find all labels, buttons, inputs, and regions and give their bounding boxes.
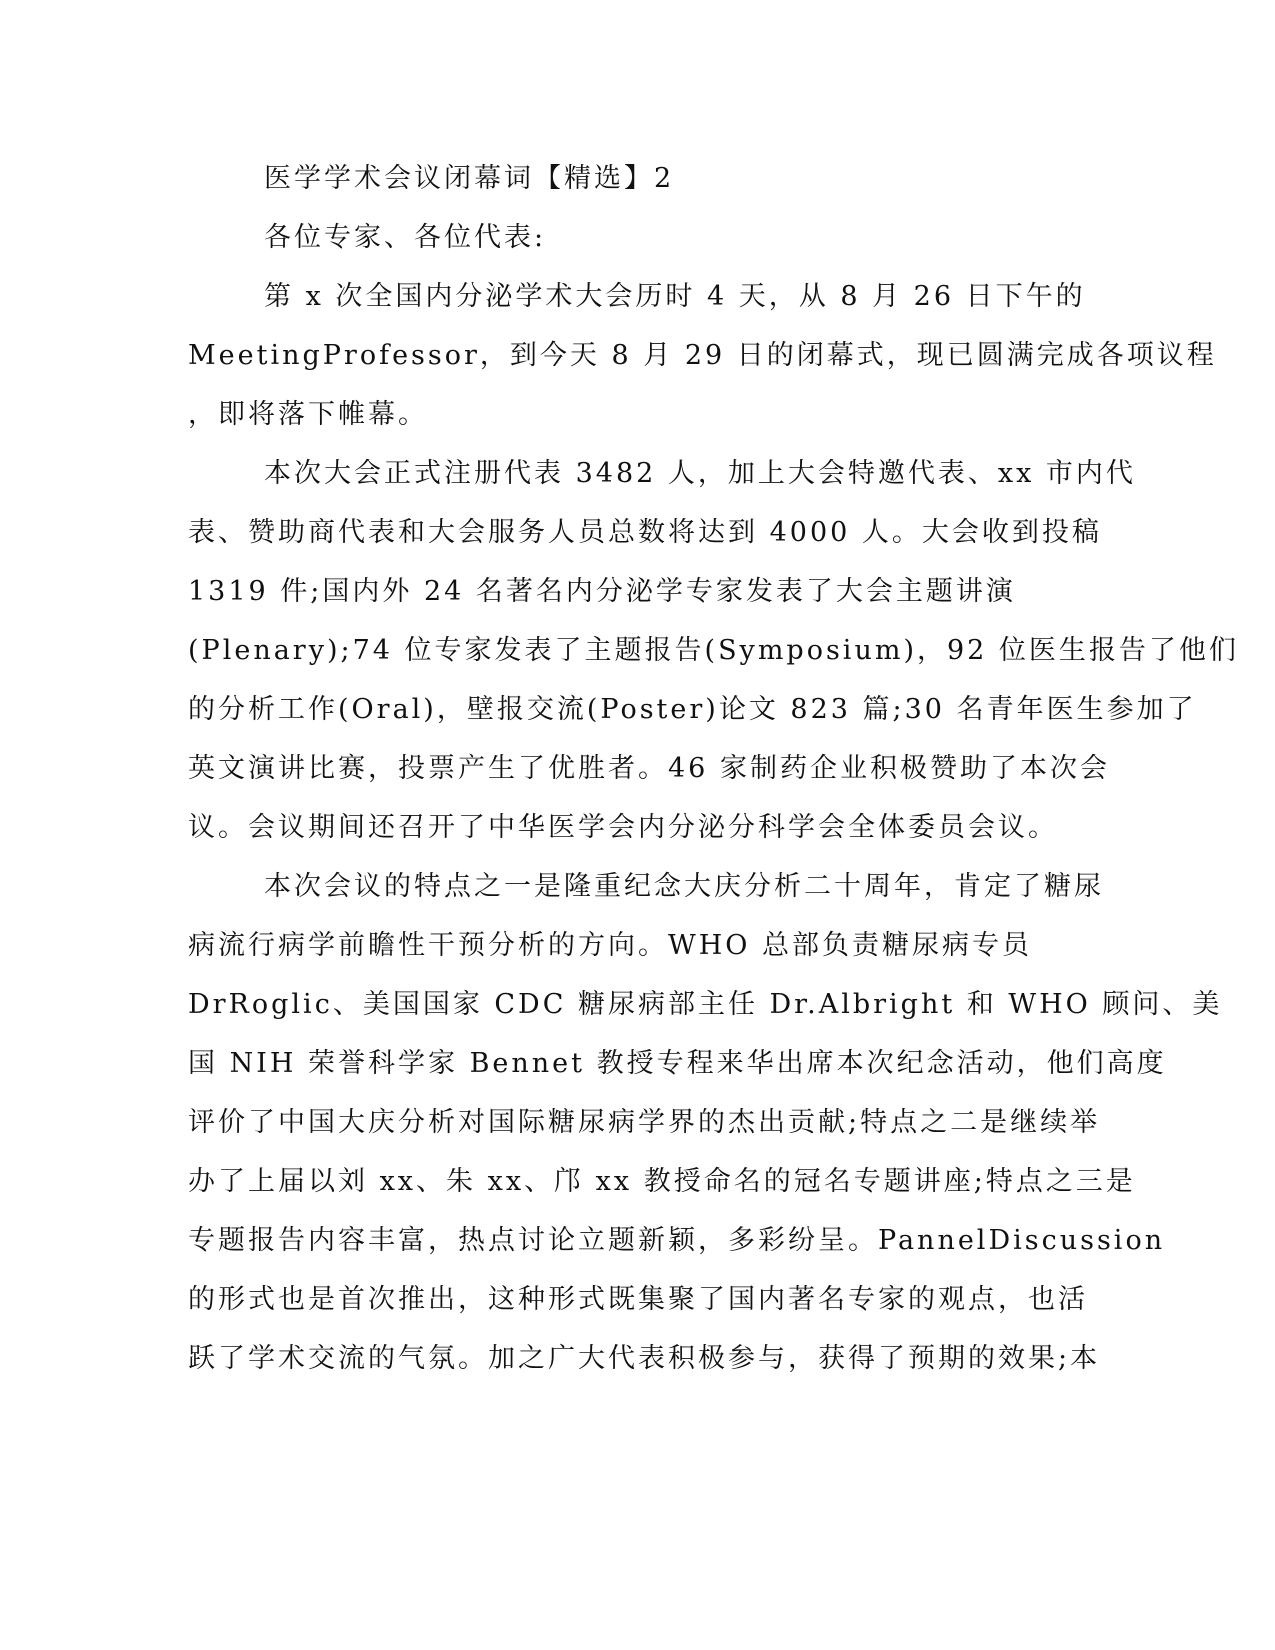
paragraph-line: DrRoglic、美国国家 CDC 糖尿病部主任 Dr.Albright 和 WHO 顾问、美: [188, 989, 1223, 1020]
paragraph-line: 1319 件;国内外 24 名著名内分泌学专家发表了大会主题讲演: [188, 576, 1016, 607]
paragraph-line: (Plenary);74 位专家发表了主题报告(Symposium)，92 位医生报告了他们: [188, 635, 1239, 666]
paragraph-line: 本次大会正式注册代表 3482 人，加上大会特邀代表、xx 市内代: [264, 458, 1136, 489]
paragraph-line: 第 x 次全国内分泌学术大会历时 4 天，从 8 月 26 日下午的: [264, 281, 1086, 312]
paragraph-line: 表、赞助商代表和大会服务人员总数将达到 4000 人。大会收到投稿: [188, 517, 1102, 548]
paragraph-line: 英文演讲比赛，投票产生了优胜者。46 家制药企业积极赞助了本次会: [188, 753, 1110, 784]
salutation: 各位专家、各位代表:: [264, 222, 547, 253]
paragraph-line: 的分析工作(Oral)，壁报交流(Poster)论文 823 篇;30 名青年医生参加了: [188, 694, 1197, 725]
paragraph-line: 国 NIH 荣誉科学家 Bennet 教授专程来华出席本次纪念活动，他们高度: [188, 1048, 1167, 1079]
paragraph-line: 议。会议期间还召开了中华医学会内分泌分科学会全体委员会议。: [188, 812, 1058, 843]
document-title: 医学学术会议闭幕词【精选】2: [264, 163, 675, 194]
paragraph-line: 病流行病学前瞻性干预分析的方向。WHO 总部负责糖尿病专员: [188, 930, 1033, 961]
paragraph-line: 办了上届以刘 xx、朱 xx、邝 xx 教授命名的冠名专题讲座;特点之三是: [188, 1166, 1136, 1197]
paragraph-line: 评价了中国大庆分析对国际糖尿病学界的杰出贡献;特点之二是继续举: [188, 1107, 1101, 1138]
paragraph-line: 跃了学术交流的气氛。加之广大代表积极参与，获得了预期的效果;本: [188, 1343, 1101, 1374]
paragraph-line: 的形式也是首次推出，这种形式既集聚了国内著名专家的观点，也活: [188, 1284, 1088, 1315]
paragraph-line: MeetingProfessor，到今天 8 月 29 日的闭幕式，现已圆满完成各项议程: [188, 340, 1217, 371]
paragraph-line: ，即将落下帷幕。: [188, 399, 428, 430]
paragraph-line: 本次会议的特点之一是隆重纪念大庆分析二十周年，肯定了糖尿: [264, 871, 1104, 902]
paragraph-line: 专题报告内容丰富，热点讨论立题新颖，多彩纷呈。PannelDiscussion: [188, 1225, 1166, 1256]
